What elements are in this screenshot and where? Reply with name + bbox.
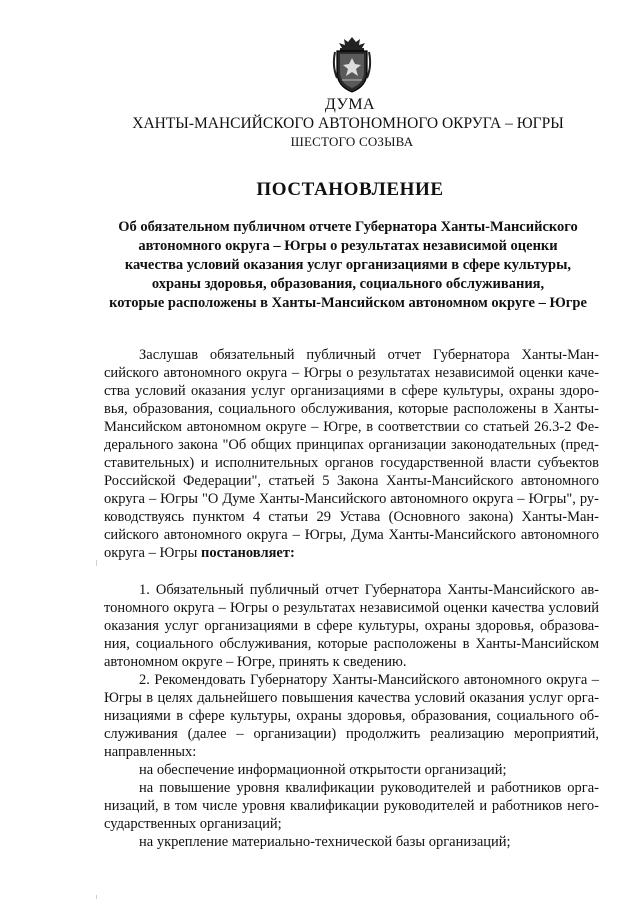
preamble-line: ководствуясь пунктом 4 статьи 29 Устава (Основного закона) Ханты-Ман-	[104, 509, 599, 525]
clause-line: низациями в сфере культуры, охраны здоровья, образования, социального об-	[104, 708, 599, 724]
clause-line: низаций, в том числе уровня квалификации руководителей и работников него-	[104, 798, 599, 814]
title-line: охраны здоровья, образования, социального обслуживания,	[151, 276, 545, 292]
preamble-line: сийского автономного округа – Югры, Дума Ханты-Мансийского автономного	[104, 527, 599, 543]
okrug-name: ХАНТЫ-МАНСИЙСКОГО АВТОНОМНОГО ОКРУГА – ЮГРЫ	[132, 115, 564, 132]
preamble-line: Российской Федерации", статьей 5 Закона Ханты-Мансийского автономного	[104, 473, 599, 489]
scan-mark	[96, 895, 97, 899]
preamble-last-text: округа – Югры	[104, 545, 198, 561]
preamble-line: Мансийском автономном округе – Югре, в соответствии со статьей 26.3-2 Фе-	[104, 419, 599, 435]
clause-line: сударственных организаций;	[104, 816, 282, 832]
scan-mark	[96, 560, 97, 566]
preamble-line: округа – Югры "О Думе Ханты-Мансийского автономного округа – Югры", ру-	[104, 491, 599, 507]
title-line: которые расположены в Ханты-Мансийском автономном округе – Югре	[109, 295, 587, 311]
preamble-line: ства условий оказания услуг организациями в сфере культуры, охраны здоро-	[104, 383, 599, 399]
preamble-line: вья, образования, социального обслуживания, которые расположены в Ханты-	[104, 401, 599, 417]
clause-line: направленных:	[104, 744, 197, 760]
clause-line: ния, социального обслуживания, которые расположены в Ханты-Мансийском	[104, 636, 599, 652]
clause-line: Югры в целях дальнейшего повышения качества условий оказания услуг орга-	[104, 690, 599, 706]
issuing-body-name: ДУМА	[324, 96, 376, 113]
preamble-line: Заслушав обязательный публичный отчет Губернатора Ханты-Ман-	[139, 347, 599, 363]
convocation: ШЕСТОГО СОЗЫВА	[290, 134, 414, 149]
clause-line: на повышение уровня квалификации руководителей и работников орга-	[139, 780, 599, 796]
clause-line: 2. Рекомендовать Губернатору Ханты-Мансийского автономного округа –	[139, 672, 599, 688]
clause-line: служивания (далее – организации) продолжить реализацию мероприятий,	[104, 726, 599, 742]
document-type: ПОСТАНОВЛЕНИЕ	[256, 179, 444, 200]
clause-line: автономном округе – Югре, принять к сведению.	[104, 654, 407, 670]
preamble-line: сийского автономного округа – Югры о результатах независимой оценки каче-	[104, 365, 599, 381]
coat-of-arms-emblem	[331, 36, 373, 94]
title-line: Об обязательном публичном отчете Губернатора Ханты-Мансийского	[118, 219, 578, 235]
clause-line: на укрепление материально-технической базы организаций;	[139, 834, 511, 850]
clause-line: на обеспечение информационной открытости организаций;	[139, 762, 507, 778]
clause-line: оказания услуг организациями в сфере культуры, охраны здоровья, образова-	[104, 618, 599, 634]
preamble-line: ставительных) и исполнительных органов государственной власти субъектов	[104, 455, 599, 471]
title-line: качества условий оказания услуг организациями в сфере культуры,	[124, 257, 572, 273]
decree-word: постановляет:	[200, 545, 295, 561]
preamble-line: дерального закона "Об общих принципах организации законодательных (пред-	[104, 437, 599, 453]
preamble-last-line	[104, 545, 295, 562]
clause-line: тономного округа – Югры о результатах независимой оценки качества условий	[104, 600, 599, 616]
clause-line: 1. Обязательный публичный отчет Губернатора Ханты-Мансийского ав-	[139, 582, 599, 598]
title-line: автономного округа – Югры о результатах независимой оценки	[138, 238, 558, 254]
